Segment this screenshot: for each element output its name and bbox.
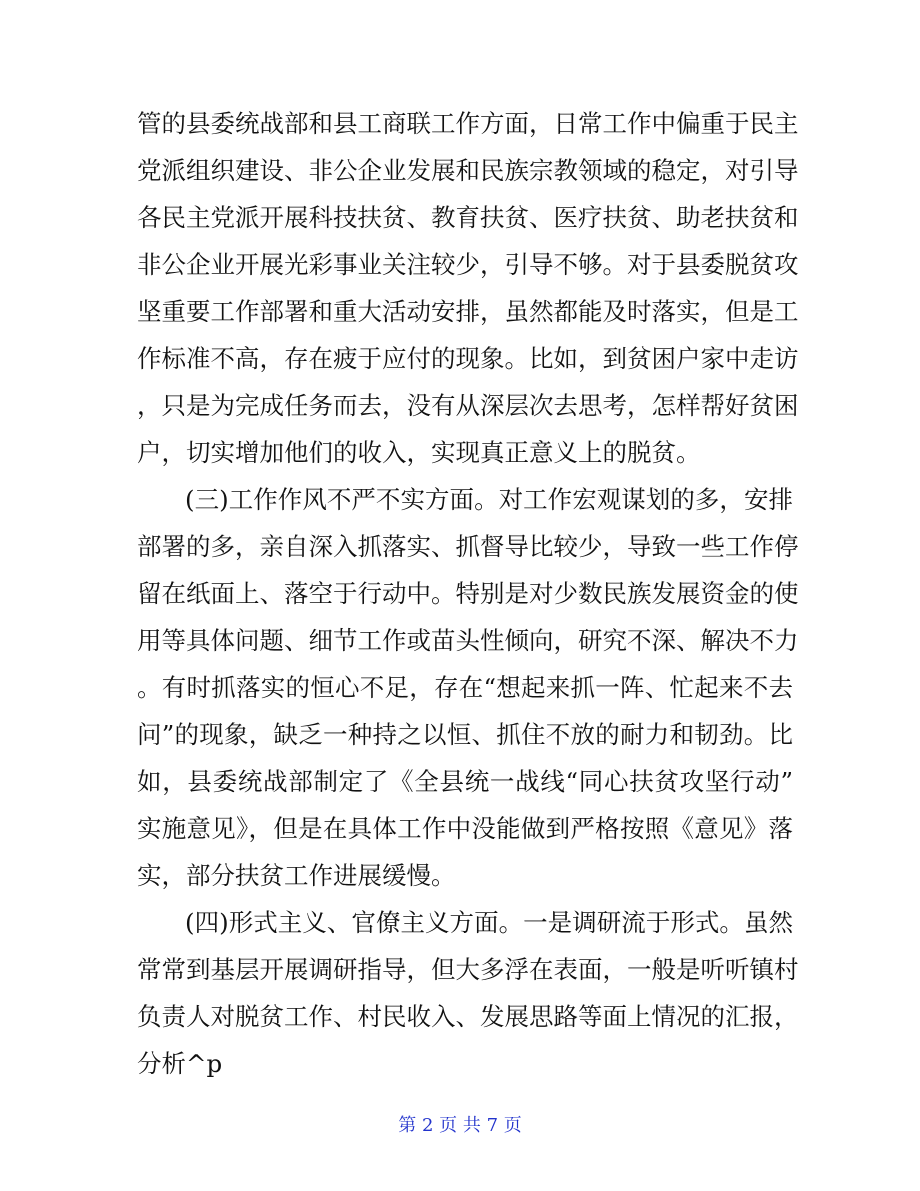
text-line: 作标准不高，存在疲于应付的现象。比如，到贫困户家中走访	[137, 344, 799, 373]
paragraph-section-four	[137, 899, 799, 1087]
text-line: 常常到基层开展调研指导，但大多浮在表面，一般是听听镇村	[137, 955, 799, 984]
text-line: (四)形式主义、官僚主义方面。一是调研流于形式。虽然	[185, 908, 793, 937]
paragraph-section-three	[137, 476, 799, 899]
text-line: 管的县委统战部和县工商联工作方面，日常工作中偏重于民主	[137, 109, 799, 138]
text-line: (三)工作作风不严不实方面。对工作宏观谋划的多，安排	[185, 485, 793, 514]
text-line: 党派组织建设、非公企业发展和民族宗教领域的稳定，对引导	[137, 156, 799, 185]
text-line: ，只是为完成任务而去，没有从深层次去思考，怎样帮好贫困	[137, 391, 799, 420]
document-body	[137, 100, 799, 1087]
text-line: 坚重要工作部署和重大活动安排，虽然都能及时落实，但是工	[137, 297, 799, 326]
text-line: 如，县委统战部制定了《全县统一战线“同心扶贫攻坚行动”	[137, 767, 793, 796]
text-line: 实施意见》，但是在具体工作中没能做到严格按照《意见》落	[137, 814, 793, 843]
text-line: 非公企业开展光彩事业关注较少，引导不够。对于县委脱贫攻	[137, 250, 799, 279]
text-line: 户，切实增加他们的收入，实现真正意义上的脱贫。	[137, 438, 701, 467]
text-line: 各民主党派开展科技扶贫、教育扶贫、医疗扶贫、助老扶贫和	[137, 203, 799, 232]
text-line: 留在纸面上、落空于行动中。特别是对少数民族发展资金的使	[137, 579, 799, 608]
text-line: 用等具体问题、细节工作或苗头性倾向，研究不深、解决不力	[137, 626, 799, 655]
text-line: 。有时抓落实的恒心不足，存在“想起来抓一阵、忙起来不去	[137, 673, 793, 702]
text-line: 分析^p	[137, 1049, 223, 1078]
text-line: 部署的多，亲自深入抓落实、抓督导比较少，导致一些工作停	[137, 532, 799, 561]
paragraph-continued	[137, 100, 799, 476]
page-number-footer: 第 2 页 共 7 页	[398, 1115, 522, 1136]
text-line: 问”的现象，缺乏一种持之以恒、抓住不放的耐力和韧劲。比	[137, 720, 793, 749]
text-line: 实，部分扶贫工作进展缓慢。	[137, 861, 456, 890]
text-line: 负责人对脱贫工作、村民收入、发展思路等面上情况的汇报，	[137, 1002, 799, 1031]
